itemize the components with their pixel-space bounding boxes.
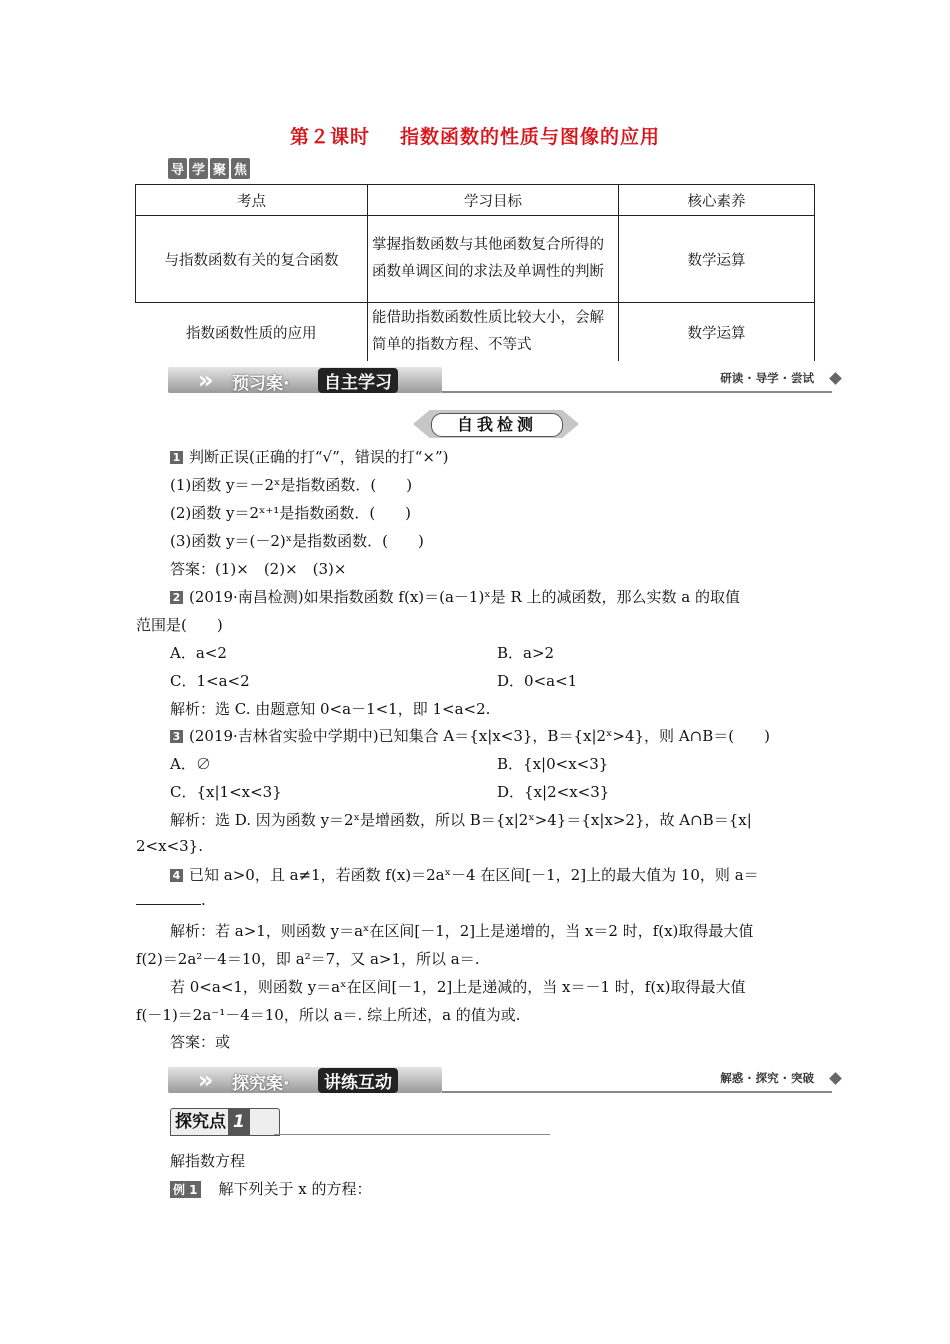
goals-table [135, 184, 815, 361]
page-title [0, 122, 950, 149]
option-d: D．0<a<1 [497, 672, 578, 690]
question-1 [170, 446, 449, 467]
explore-label: 探究点 [175, 1112, 226, 1132]
analysis: 解析：选 D. 因为函数 y＝2ˣ是增函数，所以 B＝{x|2ˣ>4}＝{x|x>2}，故 A∩B＝{x| [170, 811, 752, 829]
table-row [136, 303, 815, 362]
col-header-literacy: 核心素养 [619, 185, 815, 216]
option-c: C．{x|1<x<3} [170, 783, 282, 801]
cell-topic: 与指数函数有关的复合函数 [136, 216, 368, 303]
chevron-right-icon: » [198, 1066, 214, 1094]
cell-literacy: 数学运算 [619, 303, 815, 362]
analysis: 解析：若 a>1，则函数 y＝aˣ在区间[－1，2]上是递增的，当 x＝2 时，f(x)取得最大值 [170, 922, 754, 940]
explore-topic: 解指数方程 [170, 1152, 246, 1170]
example-tag: 例 1 [170, 1181, 201, 1198]
analysis-cont: f(2)＝2a²－4＝10，即 a²＝7，又 a>1，所以 a＝. [136, 950, 480, 968]
banner-label-highlight: 自主学习 [318, 368, 398, 393]
option-d: D．{x|2<x<3} [497, 783, 610, 801]
answer: 答案：或 [170, 1033, 231, 1051]
diamond-icon [829, 1072, 842, 1085]
explore-point-heading [170, 1108, 550, 1136]
question-stem: 判断正误(正确的打“√”，错误的打“×”) [189, 448, 449, 466]
self-check-label: 自我检测 [431, 413, 563, 437]
focus-chip: 学 [189, 158, 208, 179]
option-b: B．a>2 [497, 644, 555, 662]
question-number: 2 [170, 591, 183, 604]
banner-label: 预习案· [232, 374, 290, 394]
focus-chip: 聚 [210, 158, 229, 179]
question-number: 4 [170, 869, 183, 882]
self-check-heading [413, 410, 579, 438]
option-a: A．∅ [170, 755, 211, 773]
section-banner-preview [168, 365, 840, 395]
question-stem: 已知 a>0，且 a≠1，若函数 f(x)＝2aˣ－4 在区间[－1，2]上的最大值为 10，则 a＝ [189, 866, 759, 884]
question-item: (1)函数 y＝－2ˣ是指数函数．( ) [170, 476, 413, 494]
option-c: C．1<a<2 [170, 672, 250, 690]
explore-number: 1 [228, 1109, 250, 1135]
cell-goal: 掌握指数函数与其他函数复合所得的函数单调区间的求法及单调性的判断 [368, 216, 619, 303]
col-header-topic: 考点 [136, 185, 368, 216]
analysis: 若 0<a<1，则函数 y＝aˣ在区间[－1，2]上是递减的，当 x＝－1 时，f(x)取得最大值 [170, 978, 746, 996]
example-1 [170, 1178, 372, 1199]
question-stem: (2019·吉林省实验中学期中)已知集合 A＝{x|x<3}，B＝{x|2ˣ>4}，则 A∩B＝( ) [189, 727, 770, 745]
answer: 答案：(1)× (2)× (3)× [170, 560, 347, 578]
banner-label-highlight: 讲练互动 [318, 1068, 398, 1093]
focus-chips [168, 158, 252, 179]
question-number: 1 [170, 451, 183, 464]
lesson-number: 第２课时 [289, 126, 370, 148]
table-row [136, 216, 815, 303]
option-b: B．{x|0<x<3} [497, 755, 609, 773]
question-stem-cont: 范围是( ) [136, 616, 223, 634]
focus-chip: 焦 [231, 158, 250, 179]
analysis-cont: 2<x<3}. [136, 837, 203, 855]
diamond-icon [829, 372, 842, 385]
example-text: 解下列关于 x 的方程： [218, 1180, 372, 1198]
question-number: 3 [170, 730, 183, 743]
question-stem: (2019·南昌检测)如果指数函数 f(x)＝(a－1)ˣ是 R 上的减函数，那么实数 a 的取值 [189, 588, 740, 606]
question-3 [170, 725, 770, 746]
focus-chip: 导 [168, 158, 187, 179]
cell-literacy: 数学运算 [619, 216, 815, 303]
lesson-title: 指数函数的性质与图像的应用 [400, 126, 661, 148]
option-a: A．a<2 [170, 644, 227, 662]
answer-blank: . [136, 890, 206, 909]
cell-topic: 指数函数性质的应用 [136, 303, 368, 362]
analysis-cont: f(－1)＝2a⁻¹－4＝10，所以 a＝. 综上所述，a 的值为或. [136, 1006, 521, 1024]
question-item: (3)函数 y＝(－2)ˣ是指数函数．( ) [170, 532, 424, 550]
question-4 [170, 864, 759, 885]
col-header-goal: 学习目标 [368, 185, 619, 216]
question-2 [170, 586, 740, 607]
cell-goal: 能借助指数函数性质比较大小，会解简单的指数方程、不等式 [368, 303, 619, 362]
banner-subtitle: 研读 · 导学 · 尝试 [720, 371, 814, 385]
banner-subtitle: 解惑 · 探究 · 突破 [720, 1071, 814, 1085]
section-banner-explore [168, 1065, 840, 1095]
analysis: 解析：选 C. 由题意知 0<a－1<1，即 1<a<2. [170, 700, 491, 718]
chevron-right-icon: » [198, 366, 214, 394]
banner-label: 探究案· [232, 1074, 290, 1094]
question-item: (2)函数 y＝2ˣ⁺¹是指数函数．( ) [170, 504, 412, 522]
